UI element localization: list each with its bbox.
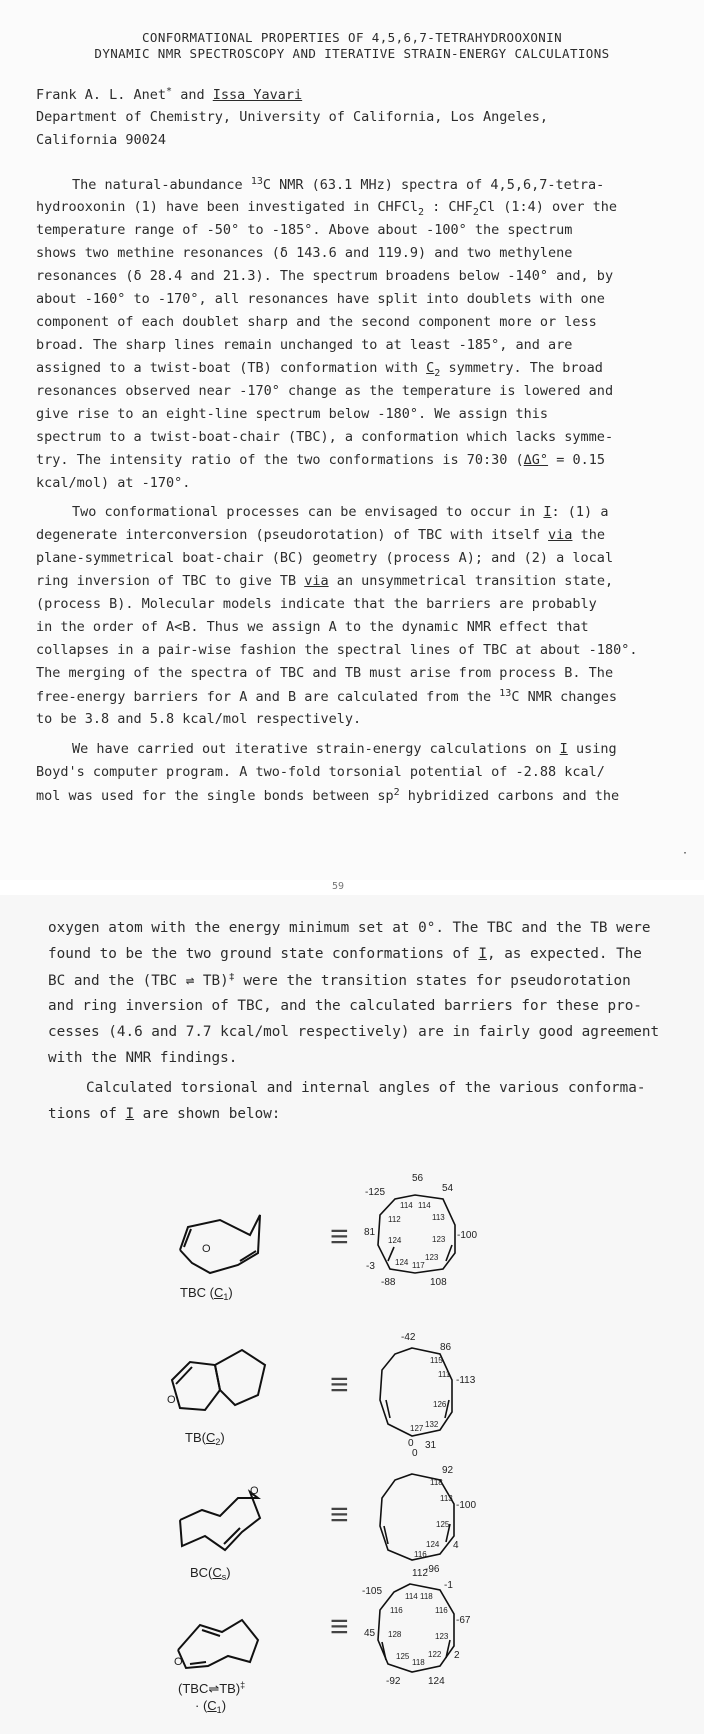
para3-line-1: We have carried out iterative strain-energy calculations on I using — [72, 741, 617, 757]
tbc-torsion-2: 54 — [442, 1183, 454, 1194]
author-anet: Frank A. L. Anet — [36, 87, 167, 103]
para1-line-13: try. The intensity ratio of the two conformations is 70:30 (ΔG° = 0.15 — [36, 452, 605, 468]
margin-mark: · — [682, 848, 689, 859]
tbc-torsion-6: -3 — [366, 1261, 375, 1272]
tbc-torsion-5: -88 — [381, 1277, 396, 1288]
page2-line-5: cesses (4.6 and 7.7 kcal/mol respectively) are in fairly good agreement — [48, 1024, 660, 1040]
ts-ring-oxygen: O — [174, 1656, 183, 1668]
page2-line-1: oxygen atom with the energy minimum set at 0°. The TBC and the TB were — [48, 920, 651, 936]
page-number: 59 — [332, 881, 345, 892]
para1-line-3: temperature range of -50° to -185°. Above about -100° the spectrum — [36, 222, 573, 238]
page2-line-2: found to be the two ground state conformations of I, as expected. The — [48, 946, 642, 962]
tbc-internal-8: 124 — [388, 1236, 402, 1245]
tbc-internal-2: 114 — [418, 1201, 431, 1210]
bc-torsion-5: -96 — [425, 1564, 440, 1575]
equivalence-sign: ≡ — [330, 1366, 349, 1402]
tbc-internal-9: 112 — [388, 1215, 401, 1224]
para1-line-9: assigned to a twist-boat (TB) conformation with $C_2$ symmetry. The broad — [36, 360, 603, 379]
para1-line-4: shows two methine resonances (δ 143.6 and 119.9) and two methylene — [36, 245, 573, 261]
ts-torsion-3: -67 — [456, 1615, 471, 1626]
bc-torsion-3: -100 — [456, 1500, 477, 1511]
para2-line-7: collapses in a pair-wise fashion the spectral lines of TBC at about -180°. — [36, 642, 638, 658]
tb-internal-4: 127 — [410, 1424, 424, 1433]
bc-torsion-4: 4 — [453, 1540, 459, 1551]
ts-internal-5: 122 — [428, 1650, 442, 1659]
para1-line-2: hydrooxonin (1) have been investigated in CHFCl$_2$ : $CHF_2Cl$ (1:4) over the — [36, 199, 618, 218]
tbc-internal-5: 123 — [425, 1253, 439, 1262]
page2-line-3: BC and the (TBC ⇌ TB)‡ were the transition states for pseudorotation — [48, 972, 631, 989]
para2-line-9: free-energy barriers for A and B are calculated from the $^{13}$C NMR changes — [36, 688, 617, 705]
ts-torsion-4: 2 — [454, 1650, 460, 1661]
para1-line-6: about -160° to -170°, all resonances have split into doublets with one — [36, 291, 605, 307]
tbc-internal-6: 117 — [412, 1261, 425, 1270]
tb-internal-1: 115 — [430, 1356, 443, 1365]
para3-line-3: mol was used for the single bonds between $sp^2$ hybridized carbons and the — [36, 787, 620, 804]
para2-line-6: in the order of A<B. Thus we assign A to the dynamic NMR effect that — [36, 619, 589, 635]
para2-line-1: Two conformational processes can be envisaged to occur in I: (1) a — [72, 504, 609, 520]
para2-line-2: degenerate interconversion (pseudorotation) of TBC with itself via the — [36, 527, 605, 543]
para2-line-5: (process B). Molecular models indicate that the barriers are probably — [36, 596, 597, 612]
tbc-torsion-1: 56 — [412, 1173, 424, 1184]
tb-torsion-3: -113 — [456, 1375, 476, 1386]
ts-ring-skeleton — [178, 1620, 258, 1668]
tb-left-ring — [172, 1362, 220, 1410]
tbc-torsion-8: -125 — [365, 1187, 386, 1198]
ts-torsion-8: -105 — [362, 1586, 383, 1597]
bc-label: $BC(C_s)$ — [190, 1565, 231, 1582]
para1-line-8: broad. The sharp lines remain unchanged to at least -185°, and are — [36, 337, 573, 353]
corresponding-star: * — [166, 86, 173, 97]
ts-internal-2: 118 — [420, 1592, 433, 1601]
author-yavari: Issa Yavari — [212, 87, 303, 103]
para3-line-2: Boyd's computer program. A two-fold torsonial potential of -2.88 kcal/ — [36, 764, 605, 780]
ts-torsion-1: 112 — [412, 1568, 428, 1579]
ts-internal-1: 114 — [405, 1592, 418, 1601]
paper-title-line-2: DYNAMIC NMR SPECTROSCOPY AND ITERATIVE STRAIN-ENERGY CALCULATIONS — [94, 46, 610, 61]
ts-internal-4: 123 — [435, 1632, 449, 1641]
bc-torsion-1: 0 — [412, 1448, 418, 1459]
para2-line-3: plane-symmetrical boat-chair (BC) geometry (process A); and (2) a local — [36, 550, 614, 566]
ts-torsion-6: -92 — [386, 1676, 401, 1687]
tbc-ring-oxygen: O — [202, 1243, 211, 1255]
affiliation-line-1: Department of Chemistry, University of California, Los Angeles, — [36, 109, 549, 125]
para1-line-1: The natural-abundance $^{13}$C NMR (63.1 MHz) spectra of 4,5,6,7-tetra- — [72, 176, 605, 193]
equivalence-sign: ≡ — [330, 1608, 349, 1644]
tb-internal-5: 132 — [425, 1420, 439, 1429]
page2-line-4: and ring inversion of TBC, and the calculated barriers for these pro- — [48, 998, 642, 1014]
para2-line-10: to be 3.8 and 5.8 kcal/mol respectively. — [36, 711, 362, 727]
para1-line-14: kcal/mol) at -170°. — [36, 475, 191, 491]
author-line — [36, 86, 302, 103]
equivalence-sign: ≡ — [330, 1496, 349, 1532]
tb-torsion-5: 0 — [408, 1438, 414, 1449]
para1-line-10: resonances observed near -170° change as the temperature is lowered and — [36, 383, 614, 399]
tb-internal-2: 111 — [438, 1370, 451, 1379]
ts-label: (TBC⇌TB)‡ — [178, 1680, 246, 1696]
page-divider — [0, 880, 704, 895]
tb-label: $TB(C_2)$ — [185, 1430, 225, 1447]
para1-line-11: give rise to an eight-line spectrum below -180°. We assign this — [36, 406, 549, 422]
bc-torsion-2: 92 — [442, 1465, 454, 1476]
ts-internal-3: 116 — [435, 1606, 448, 1615]
ts-internal-9: 116 — [390, 1606, 403, 1615]
tbc-internal-1: 114 — [400, 1201, 413, 1210]
tb-ring-oxygen: O — [167, 1394, 176, 1406]
page-60 — [0, 895, 704, 1734]
page2-line-7: Calculated torsional and internal angles of the various conforma- — [86, 1080, 646, 1096]
tbc-internal-3: 113 — [432, 1213, 445, 1222]
bc-internal-5: 116 — [414, 1550, 427, 1559]
bc-internal-1: 118 — [430, 1478, 443, 1487]
ts-internal-8: 128 — [388, 1630, 402, 1639]
tbc-label: TBC $(C_1)$ — [180, 1285, 233, 1302]
figure-bc — [150, 1440, 480, 1590]
tb-torsion-1: -42 — [401, 1332, 416, 1343]
tbc-internal-7: 124 — [395, 1258, 409, 1267]
para2-line-4: ring inversion of TBC to give TB via an unsymmetrical transition state, — [36, 573, 614, 589]
affiliation-line-2: California 90024 — [36, 132, 167, 148]
tbc-torsion-4: 108 — [430, 1277, 447, 1288]
tbc-internal-4: 123 — [432, 1235, 446, 1244]
figure-tbc — [150, 1165, 480, 1315]
tbc-torsion-3: -100 — [457, 1230, 478, 1241]
paper-title-line-1: CONFORMATIONAL PROPERTIES OF 4,5,6,7-TETRAHYDROOXONIN — [141, 30, 563, 45]
tbc-torsion-7: 81 — [364, 1227, 376, 1238]
bc-ring-skeleton — [180, 1492, 260, 1550]
figure-transition-state — [150, 1570, 480, 1730]
ts-torsion-2: -1 — [444, 1580, 453, 1591]
para1-line-5: resonances (δ 28.4 and 21.3). The spectrum broadens below -140° and, by — [36, 268, 614, 284]
bc-internal-2: 113 — [440, 1494, 453, 1503]
tb-torsion-2: 86 — [440, 1342, 452, 1353]
bc-ring-oxygen: O — [250, 1485, 259, 1497]
page2-line-6: with the NMR findings. — [48, 1050, 238, 1066]
tbc-ring-skeleton — [180, 1215, 260, 1273]
para2-line-8: The merging of the spectra of TBC and TB must arise from process B. The — [36, 665, 614, 681]
para1-line-7: component of each doublet sharp and the second component more or less — [36, 314, 597, 330]
equivalence-sign: ≡ — [330, 1218, 349, 1254]
tb-right-ring — [215, 1350, 265, 1405]
bc-internal-3: 125 — [436, 1520, 450, 1529]
ts-internal-7: 125 — [396, 1652, 410, 1661]
tb-torsion-4: 31 — [425, 1440, 437, 1451]
ts-torsion-5: 124 — [428, 1676, 445, 1687]
author-and: and — [180, 87, 205, 103]
ts-symmetry-label: · $(C_1)$ — [195, 1698, 227, 1715]
ts-torsion-7: 45 — [364, 1628, 376, 1639]
bc-internal-4: 124 — [426, 1540, 440, 1549]
ts-internal-6: 118 — [412, 1658, 425, 1667]
tb-internal-3: 126 — [433, 1400, 447, 1409]
para1-line-12: spectrum to a twist-boat-chair (TBC), a conformation which lacks symme- — [36, 429, 614, 445]
page2-line-8: tions of I are shown below: — [48, 1106, 281, 1122]
